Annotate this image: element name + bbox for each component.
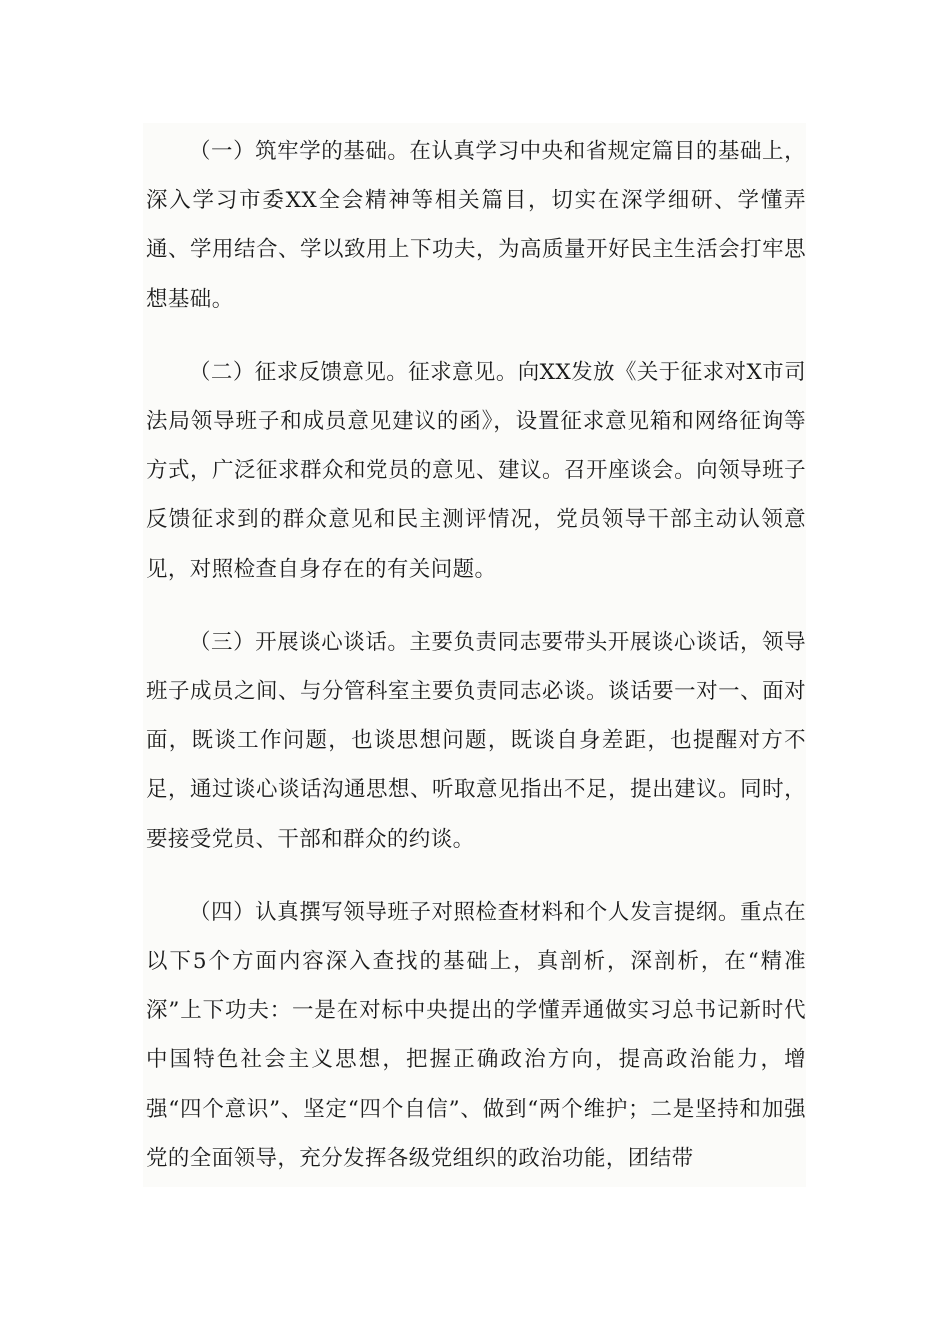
paragraph-1: （一）筑牢学的基础。在认真学习中央和省规定篇目的基础上，深入学习市委XX全会精神等相关篇目，切实在深学细研、学懂弄通、学用结合、学以致用上下功夫，为高质量开好民主生活会打牢思想基础。 (146, 139, 806, 312)
document-body (143, 123, 806, 1187)
paragraph-4: （四）认真撰写领导班子对照检查材料和个人发言提纲。重点在以下5个方面内容深入查找的基础上，真剖析，深剖析，在“精准深”上下功夫：一是在对标中央提出的学懂弄通做实习总书记新时代中国特色社会主义思想，把握正确政治方向，提高政治能力，增强“四个意识”、坚定“四个自信”、做到“两个维护；二是坚持和加强党的全面领导，充分发挥各级党组织的政治功能，团结带 (146, 899, 806, 1171)
paragraph-2: （二）征求反馈意见。征求意见。向XX发放《关于征求对X市司法局领导班子和成员意见建议的函》，设置征求意见箱和网络征询等方式，广泛征求群众和党员的意见、建议。召开座谈会。向领导班子反馈征求到的群众意见和民主测评情况，党员领导干部主动认领意见，对照检查自身存在的有关问题。 (146, 359, 806, 582)
paragraph-3: （三）开展谈心谈话。主要负责同志要带头开展谈心谈话，领导班子成员之间、与分管科室主要负责同志必谈。谈话要一对一、面对面，既谈工作问题，也谈思想问题，既谈自身差距，也提醒对方不足，通过谈心谈话沟通思想、听取意见指出不足，提出建议。同时，要接受党员、干部和群众的约谈。 (146, 629, 806, 852)
